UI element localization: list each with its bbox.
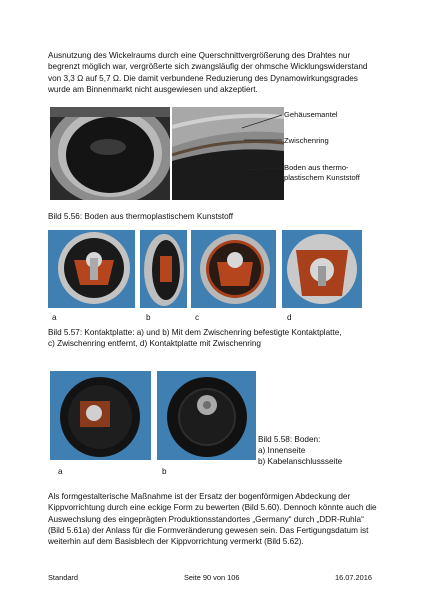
- floor-cable-side-photo-b: [157, 371, 256, 460]
- caption-5-57-line2: c) Zwischenring entfernt, d) Kontaktplatte mit Zwischenring: [48, 339, 261, 348]
- callout-lines: [238, 110, 284, 180]
- fig557-label-c: c: [195, 313, 200, 322]
- callout-housing: Gehäusemantel: [284, 110, 338, 119]
- floor-inner-photo-a: [50, 371, 151, 460]
- fig558-label-b: b: [162, 467, 167, 476]
- caption-5-58-b: b) Kabelanschlussseite: [258, 457, 343, 466]
- contact-plate-photo-d: [282, 230, 362, 308]
- callout-ring: Zwischenring: [284, 136, 329, 145]
- fig557-label-a: a: [52, 313, 57, 322]
- footer-page-number: Seite 90 von 106: [184, 573, 240, 582]
- fig558-label-a: a: [58, 467, 63, 476]
- footer-left: Standard: [48, 573, 78, 582]
- caption-5-56: Bild 5.56: Boden aus thermoplastischem Kunststoff: [48, 212, 234, 221]
- contact-plate-photo-c: [191, 230, 276, 308]
- intro-paragraph: Ausnutzung des Wickelraums durch eine Querschnittvergrößerung des Drahtes nur begrenzt möglich war, vergrößerte sich zwangsläufig der ohmsche Wicklungswiderstand von 3,3 Ω auf 5,7 Ω. Die damit verbundene Reduzierung des Dynamowirkungsgrades wurde am Binnenmarkt nicht ausgewiesen und akzeptiert.: [48, 51, 368, 94]
- contact-plate-photo-a: [48, 230, 135, 308]
- caption-5-58-title: Bild 5.58: Boden:: [258, 435, 321, 444]
- callout-floor-2: plastischem Kunststoff: [284, 173, 360, 182]
- callout-floor-1: Boden aus thermo-: [284, 163, 349, 172]
- closing-paragraph: Als formgestalterische Maßnahme ist der Ersatz der bogenförmigen Abdeckung der Kippvorrichtung durch eine eckige Form zu bewerten (Bild 5.60). Dennoch könnte auch die Auswechslung des eingeprägten Produktionsstandortes „Germany“ durch „DDR-Ruhla“ (Bild 5.61a) der Anlass für die Formveränderung gewesen sein. Das Fertigungsdatum ist weiterhin auf dem Basisblech der Kippvorrichtung vermerkt (Bild 5.62).: [48, 492, 377, 547]
- fig557-label-b: b: [146, 313, 151, 322]
- footer-date: 16.07.2016: [335, 573, 372, 582]
- dynamo-floor-photo-left: [50, 107, 170, 200]
- fig557-label-d: d: [287, 313, 292, 322]
- caption-5-58-a: a) Innenseite: [258, 446, 306, 455]
- caption-5-57-line1: Bild 5.57: Kontaktplatte: a) und b) Mit dem Zwischenring befestigte Kontaktplatte,: [48, 328, 342, 337]
- contact-plate-photo-b: [140, 230, 187, 308]
